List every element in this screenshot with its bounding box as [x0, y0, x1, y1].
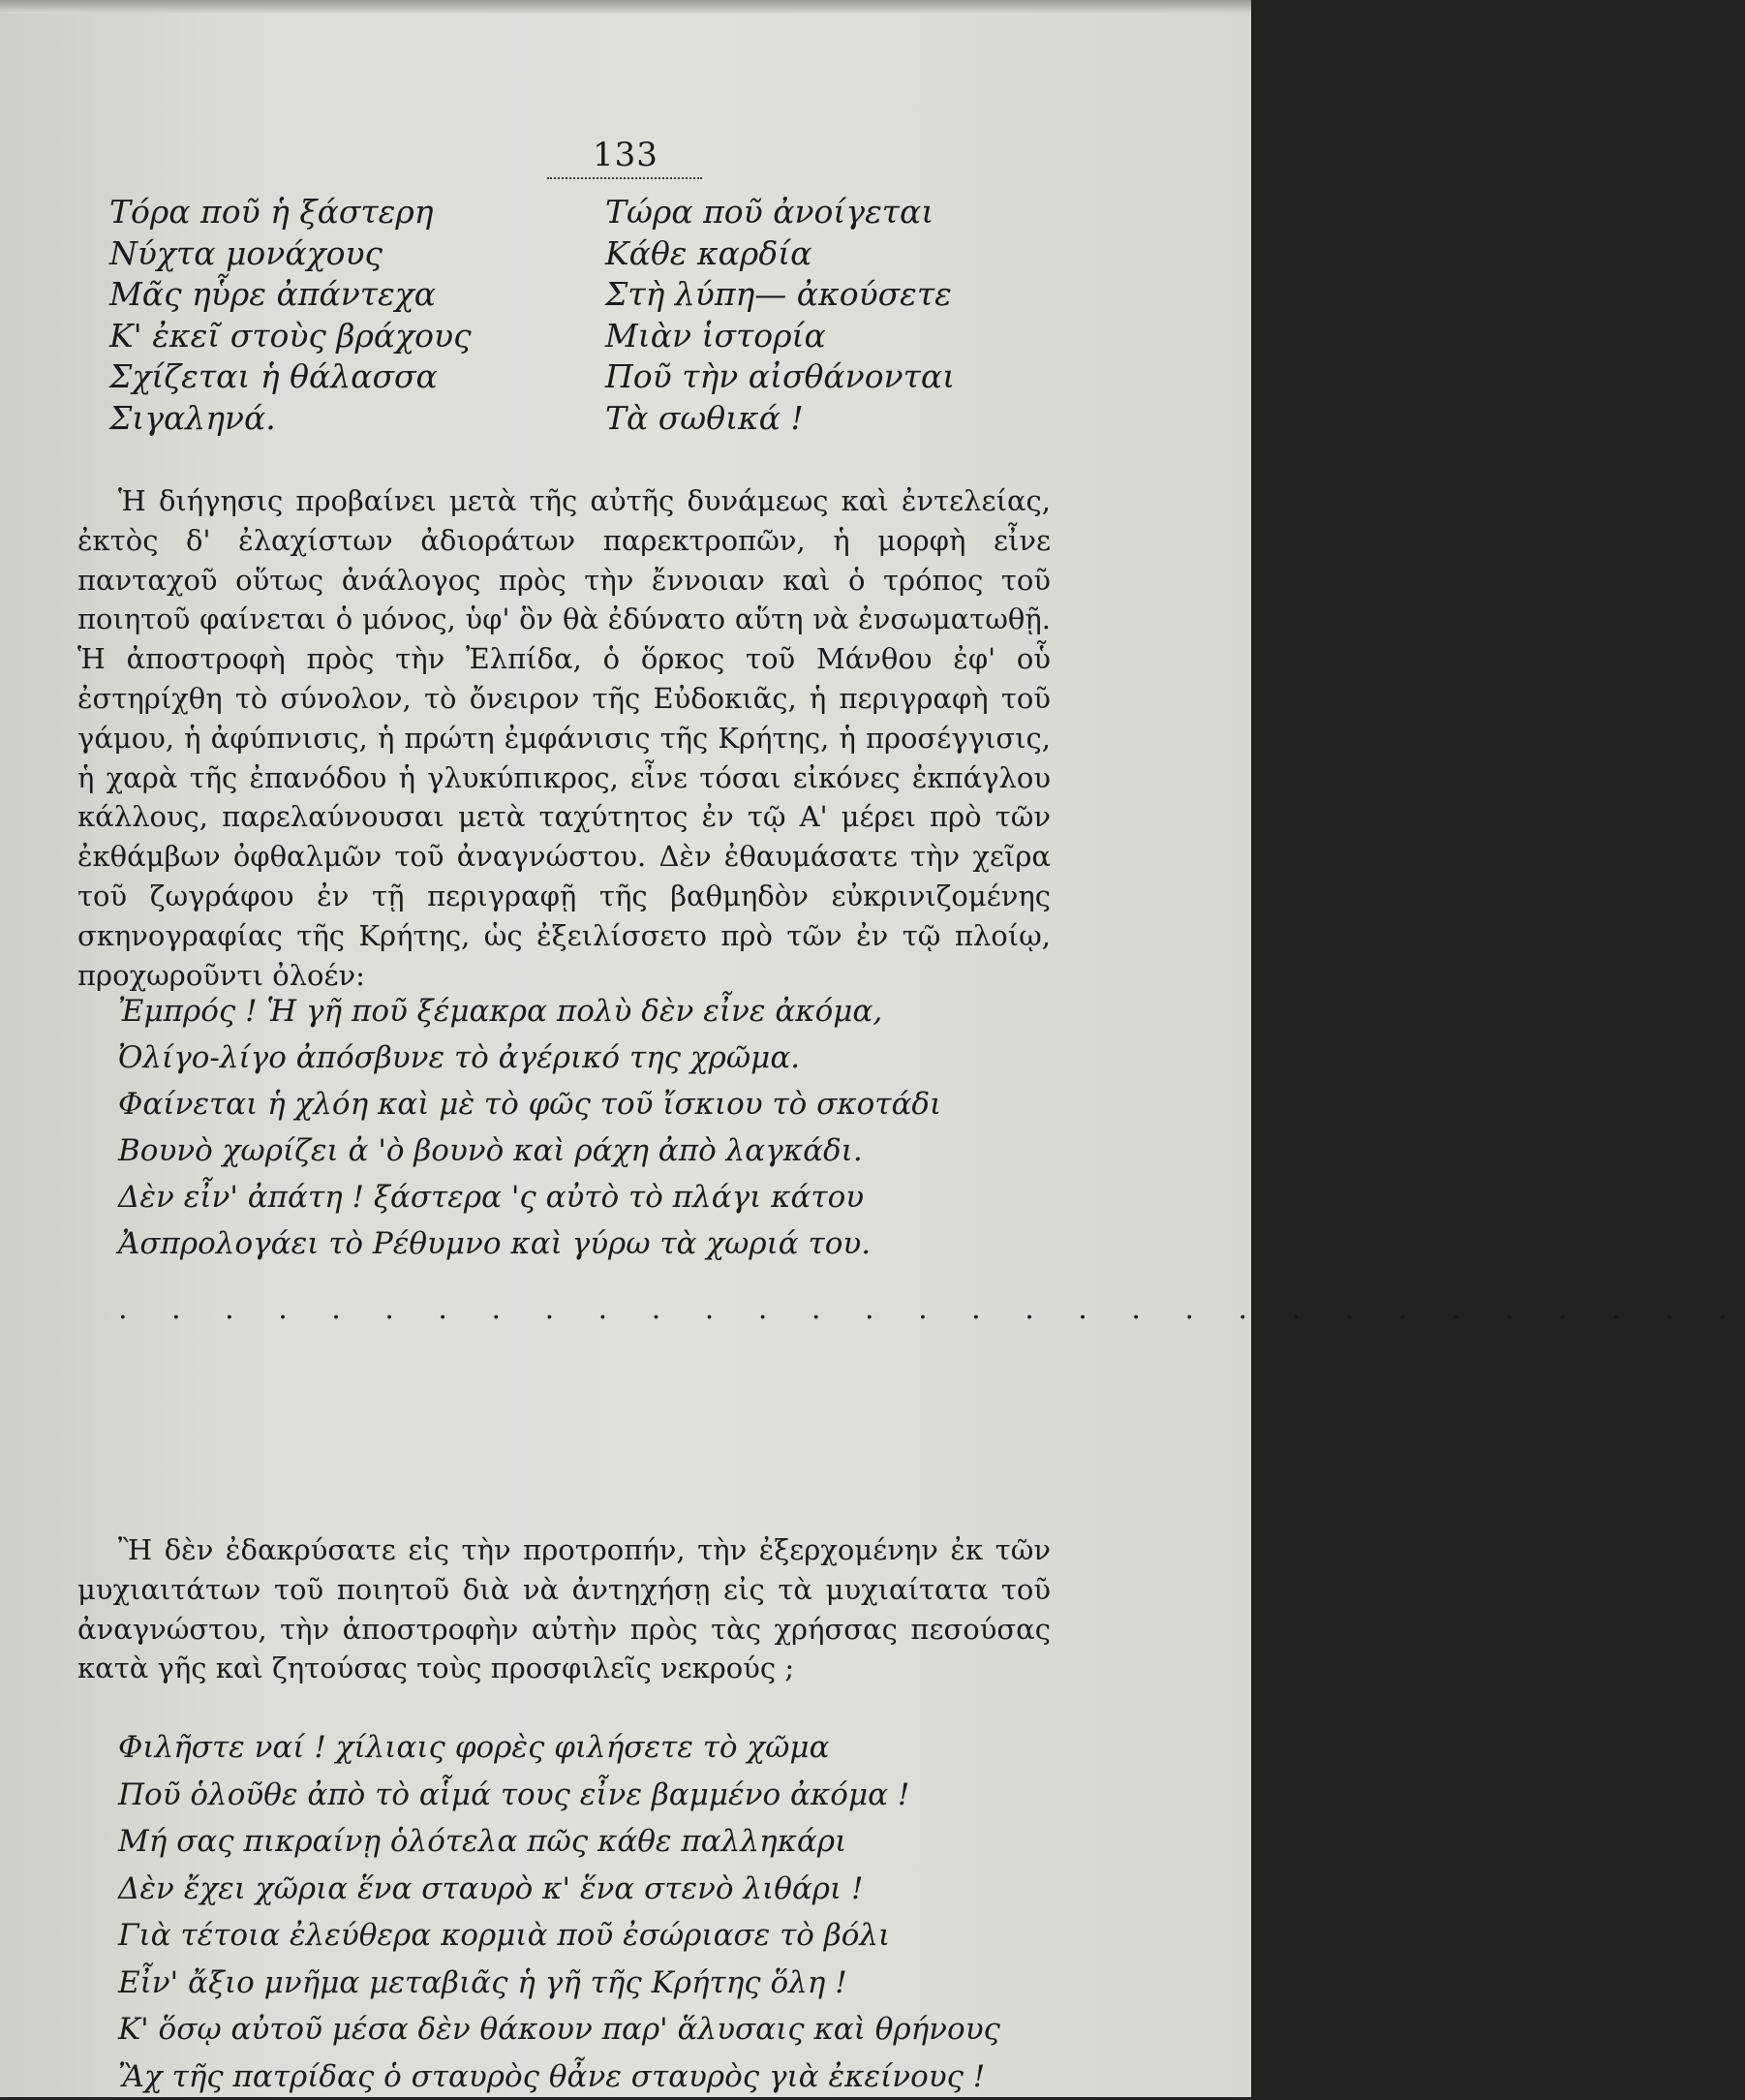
poem-line: Νύχτα μονάχους [109, 233, 472, 275]
stanza-line: Δὲν ἔχει χῶρια ἕνα σταυρὸ κ' ἕνα στενὸ λιθάρι ! [118, 1866, 1000, 1913]
stanza-line: Γιὰ τέτοια ἐλεύθερα κορμιὰ ποῦ ἐσώριασε τὸ βόλι [118, 1912, 1000, 1960]
stanza-line: Ἀσπρολογάει τὸ Ρέθυμνο καὶ γύρω τὰ χωριά του. [118, 1220, 941, 1267]
stanza-line: Κ' ὅσῳ αὐτοῦ μέσα δὲν θάκουν παρ' ἅλυσαις καὶ θρήνους [118, 2006, 1000, 2054]
prose-paragraph-1: Ἡ διήγησις προβαίνει μετὰ τῆς αὐτῆς δυνάμεως καὶ ἐντελείας, ἐκτὸς δ' ἐλαχίστων ἀδιοράτων παρεκτροπῶν, ἡ μορφὴ εἶνε πανταχοῦ οὕτως ἀνάλογος πρὸς τὴν ἔννοιαν καὶ ὁ τρόπος τοῦ ποιητοῦ φαίνεται ὁ μόνος, ὑφ' ὃν θὰ ἐδύνατο αὕτη νὰ ἐνσωματωθῇ. Ἡ ἀποστροφὴ πρὸς τὴν Ἐλπίδα, ὁ ὅρκος τοῦ Μάνθου ἐφ' οὗ ἐστηρίχθη τὸ σύνολον, τὸ ὄνειρον τῆς Εὐδοκιᾶς, ἡ περιγραφὴ τοῦ γάμου, ἡ ἀφύπνισις, ἡ πρώτη ἐμφάνισις τῆς Κρήτης, ἡ προσέγγισις, ἡ χαρὰ τῆς ἐπανόδου ἡ γλυκύπικρος, εἶνε τόσαι εἰκόνες ἐκπάγλου κάλλους, παρελαύνουσαι μετὰ ταχύτητος ἐν τῷ Α' μέρει πρὸ τῶν ἐκθάμβων ὀφθαλμῶν τοῦ ἀναγνώστου. Δὲν ἐθαυμάσατε τὴν χεῖρα τοῦ ζωγράφου ἐν τῇ περιγραφῇ τῆς βαθμηδὸν εὐκρινιζομένης σκηνογραφίας τῆς Κρήτης, ὡς ἐξειλίσσετο πρὸ τῶν ἐν τῷ πλοίῳ, προχωροῦντι ὀλοέν: [77, 481, 1051, 995]
poem-line: Κάθε καρδία [605, 233, 955, 275]
page-top-edge [0, 0, 1251, 14]
stanza-line: Φιλῆστε ναί ! χίλιαις φορὲς φιλήσετε τὸ χῶμα [118, 1724, 1000, 1772]
stanza-line: Ποῦ ὁλοῦθε ἀπὸ τὸ αἷμά τους εἶνε βαμμένο ἀκόμα ! [118, 1772, 1000, 1819]
poem-line: Στὴ λύπη— ἀκούσετε [605, 274, 955, 316]
stanza-line: Φαίνεται ἡ χλόη καὶ μὲ τὸ φῶς τοῦ ἴσκιου τὸ σκοτάδι [118, 1081, 941, 1127]
stanza-line: Εἶν' ἄξιο μνῆμα μεταβιᾶς ἡ γῆ τῆς Κρήτης ὅλη ! [118, 1960, 1000, 2007]
poem-line: Τόρα ποῦ ἡ ξάστερη [109, 192, 472, 233]
prose-paragraph-2: Ἢ δὲν ἐδακρύσατε εἰς τὴν προτροπήν, τὴν ἐξερχομένην ἐκ τῶν μυχιαιτάτων τοῦ ποιητοῦ διὰ νὰ ἀντηχήσῃ εἰς τὰ μυχιαίτατα τοῦ ἀναγνώστου, τὴν ἀποστροφὴν αὐτὴν πρὸς τὰς χρήσσας πεσούσας κατὰ γῆς καὶ ζητούσας τοὺς προσφιλεῖς νεκρούς ; [77, 1530, 1051, 1688]
poem-line: Σιγαληνά. [109, 398, 472, 440]
stanza-line: Ἐμπρός ! Ἡ γῆ ποῦ ξέμακρα πολὺ δὲν εἶνε ἀκόμα, [118, 988, 941, 1035]
poem-line: Τὰ σωθικά ! [605, 398, 955, 440]
poem-line: Μᾶς ηὗρε ἀπάντεχα [109, 274, 472, 316]
page-number: 133 [0, 136, 1251, 174]
poem-line: Ποῦ τὴν αἰσθάνονται [605, 356, 955, 398]
poem-line: Σχίζεται ἡ θάλασσα [109, 356, 472, 398]
page-number-ornament [547, 177, 702, 187]
quoted-stanza-2 [118, 1724, 1000, 2100]
quoted-stanza-1 [118, 988, 941, 1267]
poem-line: Τώρα ποῦ ἀνοίγεται [605, 192, 955, 233]
stanza-line: Μή σας πικραίνῃ ὁλότελα πῶς κάθε παλληκάρι [118, 1818, 1000, 1866]
stanza-line: Δὲν εἶν' ἀπάτη ! ξάστερα 'ς αὐτὸ τὸ πλάγι κάτου [118, 1174, 941, 1220]
stanza-line: Ὀλίγο-λίγο ἀπόσβυνε τὸ ἀγέρικό της χρῶμα. [118, 1035, 941, 1081]
stanza-line: Ἂχ τῆς πατρίδας ὁ σταυρὸς θἆνε σταυρὸς γιὰ ἐκείνους ! [118, 2054, 1000, 2100]
ellipsis-divider: . . . . . . . . . . . . . . . . . . . . . . . . . . . . . . . [118, 1292, 1048, 1326]
poem-line: Μιὰν ἱστορία [605, 316, 955, 357]
poem-top-right-column [605, 192, 955, 439]
poem-top-left-column [109, 192, 472, 439]
poem-line: Κ' ἐκεῖ στοὺς βράχους [109, 316, 472, 357]
stanza-line: Βουνὸ χωρίζει ἀ 'ὸ βουνὸ καὶ ράχη ἀπὸ λαγκάδι. [118, 1127, 941, 1174]
